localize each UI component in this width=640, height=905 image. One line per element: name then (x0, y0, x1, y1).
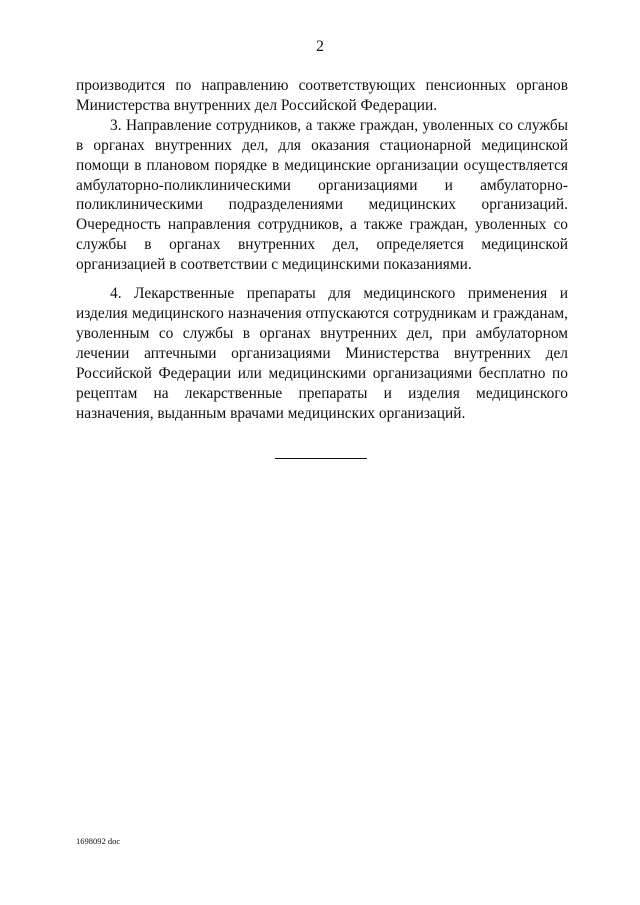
paragraph-item-4: 4. Лекарственные препараты для медицинского применения и изделия медицинского назначения отпускаются сотрудникам и гражданам, уволенным со службы в органах внутренних дел, при амбулаторном лечении аптечными организациями Министерства внутренних дел Российской Федерации или медицинскими организациями бесплатно по рецептам на лекарственные препараты и изделия медицинского назначения, выданным врачами медицинских организаций. (76, 285, 568, 422)
end-of-text-divider (275, 458, 367, 459)
document-body (76, 76, 568, 423)
paragraph-continuation: производится по направлению соответствующих пенсионных органов Министерства внутренних дел Российской Федерации. (76, 77, 568, 114)
document-footer-id: 1698092 doc (76, 836, 121, 846)
paragraph-item-3: 3. Направление сотрудников, а также граждан, уволенных со службы в органах внутренних дел, для оказания стационарной медицинской помощи в плановом порядке в медицинские организации осуществляется амбулаторно-поликлиническими организациями и амбулаторно-поликлиническими подразделениями медицинских организаций. Очередность направления сотрудников, а также граждан, уволенных со службы в органах внутренних дел, определяется медицинской организацией в соответствии с медицинскими показаниями. (76, 116, 568, 274)
paragraph-spacer (76, 275, 568, 284)
page-number: 2 (316, 38, 324, 55)
